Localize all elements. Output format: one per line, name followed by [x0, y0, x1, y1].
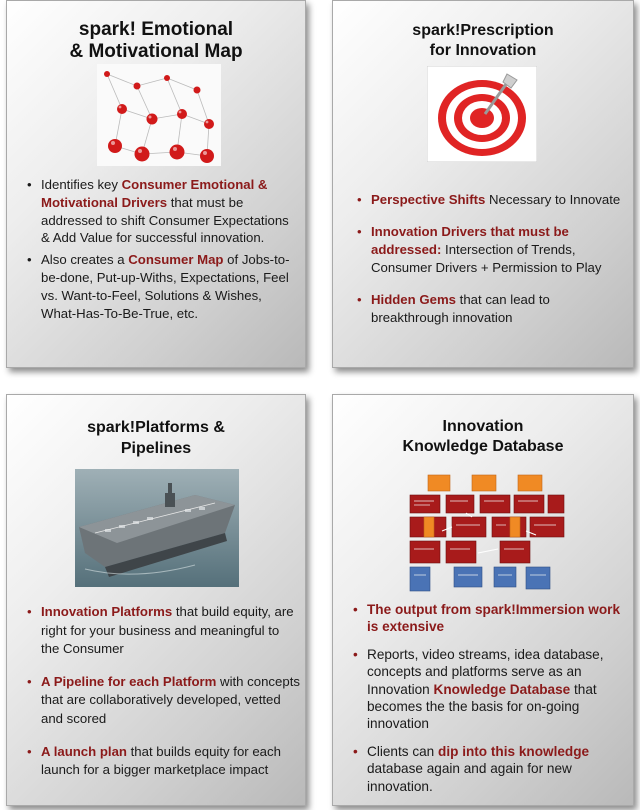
- bullet-dot: •: [353, 743, 358, 759]
- card-emotional-map: [6, 0, 306, 368]
- bullet-dot: •: [27, 177, 32, 192]
- text: with concepts that are collaboratively developed, vetted and scored: [41, 673, 300, 726]
- list-item: [357, 223, 625, 277]
- bullet-dot: •: [353, 646, 358, 662]
- list-item: [27, 603, 301, 659]
- text: Necessary to Innovate: [485, 192, 621, 207]
- text: Also creates a: [41, 252, 129, 268]
- highlight-text: dip into this knowledge: [438, 743, 590, 759]
- bullet-dot: •: [27, 743, 32, 759]
- card-prescription: [332, 0, 634, 368]
- title-line-2: for Innovation: [429, 42, 537, 59]
- card-title: [7, 417, 305, 459]
- text: of Jobs-to-be-done, Put-up-Withs, Expectations, Feel vs. Want-to-Feel, Solutions & Wishes, What-Has-To-Be-True, etc.: [41, 252, 290, 321]
- target-icon: [427, 66, 537, 162]
- text: that build equity, are right for your business and meaningful to the Consumer: [41, 604, 294, 657]
- list-item: [357, 191, 625, 209]
- text: Identifies key: [41, 177, 122, 192]
- bullet-dot: •: [27, 604, 32, 619]
- highlight-text: Perspective Shifts: [371, 192, 486, 207]
- bullet-list: [357, 191, 625, 327]
- title-line-2: Pipelines: [120, 440, 192, 457]
- card-title: [7, 19, 305, 63]
- list-item: [353, 743, 629, 795]
- text: that builds equity for each launch for a bigger marketplace impact: [41, 743, 281, 778]
- card-platforms-pipelines: [6, 394, 306, 806]
- card-title: [333, 417, 633, 457]
- text: Reports, video streams, idea database, concepts and platforms serve as an Innovation: [367, 646, 604, 697]
- highlight-text: Innovation Platforms: [41, 604, 173, 619]
- title-line-1: spark!Prescription: [412, 22, 554, 39]
- bullet-dot: •: [27, 252, 32, 268]
- highlight-text: A launch plan: [41, 743, 127, 759]
- list-item: [353, 646, 629, 733]
- title-line-1: Innovation: [442, 418, 524, 435]
- text: Intersection of Trends, Consumer Drivers + Permission to Play: [371, 242, 602, 275]
- list-item: [27, 743, 301, 780]
- highlight-text: The output from spark!Immersion work is extensive: [367, 602, 621, 635]
- bullet-list: [27, 176, 299, 322]
- title-line-2: Knowledge Database: [402, 438, 564, 455]
- database-diagram-icon: [406, 473, 566, 595]
- text: that must be addressed to shift Consumer Expectations & Add Value for successful innovation.: [41, 194, 289, 246]
- bullet-list: [353, 601, 629, 795]
- highlight-text: Hidden Gems: [371, 292, 457, 307]
- title-line-2: & Motivational Map: [69, 41, 243, 62]
- list-item: [27, 673, 301, 729]
- bullet-dot: •: [357, 192, 362, 207]
- highlight-text: Consumer Map: [128, 252, 224, 268]
- text: Clients can: [367, 743, 439, 759]
- bullet-dot: •: [27, 673, 32, 689]
- highlight-text: Innovation Drivers that must be addressed:: [371, 224, 569, 257]
- title-line-1: spark! Emotional: [78, 19, 234, 40]
- text: that becomes the the basis for on-going innovation: [367, 681, 597, 732]
- list-item: [27, 251, 299, 322]
- bullet-dot: •: [353, 602, 358, 617]
- title-line-1: spark!Platforms &: [87, 419, 225, 436]
- bullet-dot: •: [357, 292, 362, 307]
- bullet-list: [27, 603, 301, 780]
- list-item: [27, 176, 299, 247]
- highlight-text: A Pipeline for each Platform: [41, 673, 217, 689]
- list-item: [353, 601, 629, 636]
- text: database again and again for new innovation.: [367, 761, 572, 794]
- highlight-text: Consumer Emotional & Motivational Drivers: [41, 177, 268, 210]
- bullet-dot: •: [357, 224, 362, 239]
- network-map-icon: [97, 64, 221, 166]
- aircraft-carrier-icon: [75, 469, 239, 587]
- text: that can lead to breakthrough innovation: [371, 292, 550, 325]
- card-title: [333, 21, 633, 61]
- highlight-text: Knowledge Database: [433, 681, 571, 697]
- card-knowledge-database: [332, 394, 634, 806]
- list-item: [357, 291, 625, 327]
